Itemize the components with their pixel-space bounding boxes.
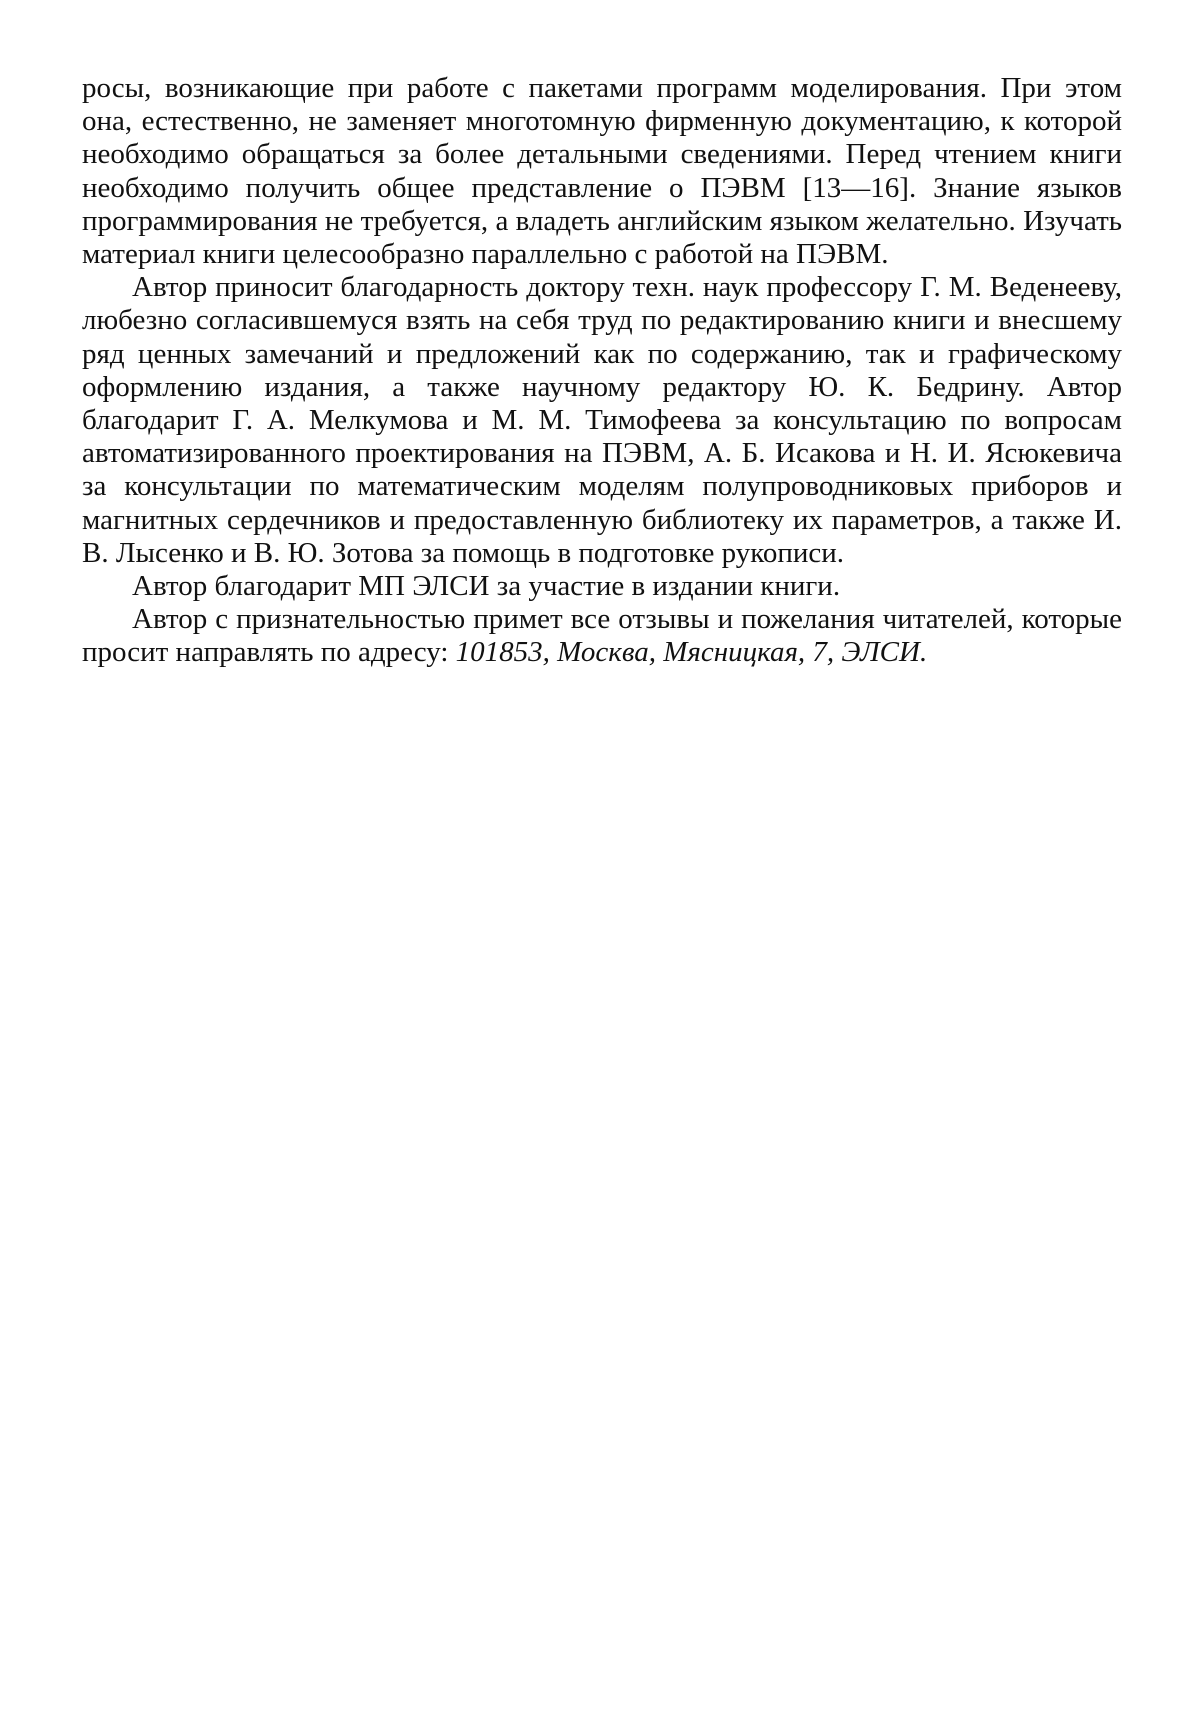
feedback-text: Автор с признательностью примет все отзывы и пожелания читателей, которые просит направлять по адресу: <box>82 603 1122 669</box>
publisher-address: 101853, Москва, Мясницкая, 7, ЭЛСИ. <box>455 636 928 669</box>
paragraph-acknowledgements: Автор приносит благодарность доктору техн. наук профессору Г. М. Веденееву, любезно согласившемуся взять на себя труд по редактированию книги и внесшему ряд ценных замечаний и предложений как по содержанию, так и графическому оформлению издания, а также научному редактору Ю. К. Бедрину. Автор благодарит Г. А. Мелкумова и М. М. Тимофеева за консультацию по вопросам автоматизированного проектирования на ПЭВМ, А. Б. Исакова и Н. И. Ясюкевича за консультации по математическим моделям полупроводниковых приборов и магнитных сердечников и предоставленную библиотеку их параметров, а также И. В. Лысенко и В. Ю. Зотова за помощь в подготовке рукописи. <box>82 271 1122 569</box>
page-text <box>82 72 1122 670</box>
paragraph-feedback <box>82 603 1122 669</box>
paragraph-1: росы, возникающие при работе с пакетами программ моделирования. При этом она, естественно, не заменяет многотомную фирменную документацию, к которой необходимо обращаться за более детальными сведениями. Перед чтением книги необходимо получить общее представление о ПЭВМ [13—16]. Знание языков программирования не требуется, а владеть английским языком желательно. Изучать материал книги целесообразно параллельно с работой на ПЭВМ. <box>82 72 1122 271</box>
paragraph-publisher-thanks: Автор благодарит МП ЭЛСИ за участие в издании книги. <box>132 570 841 603</box>
